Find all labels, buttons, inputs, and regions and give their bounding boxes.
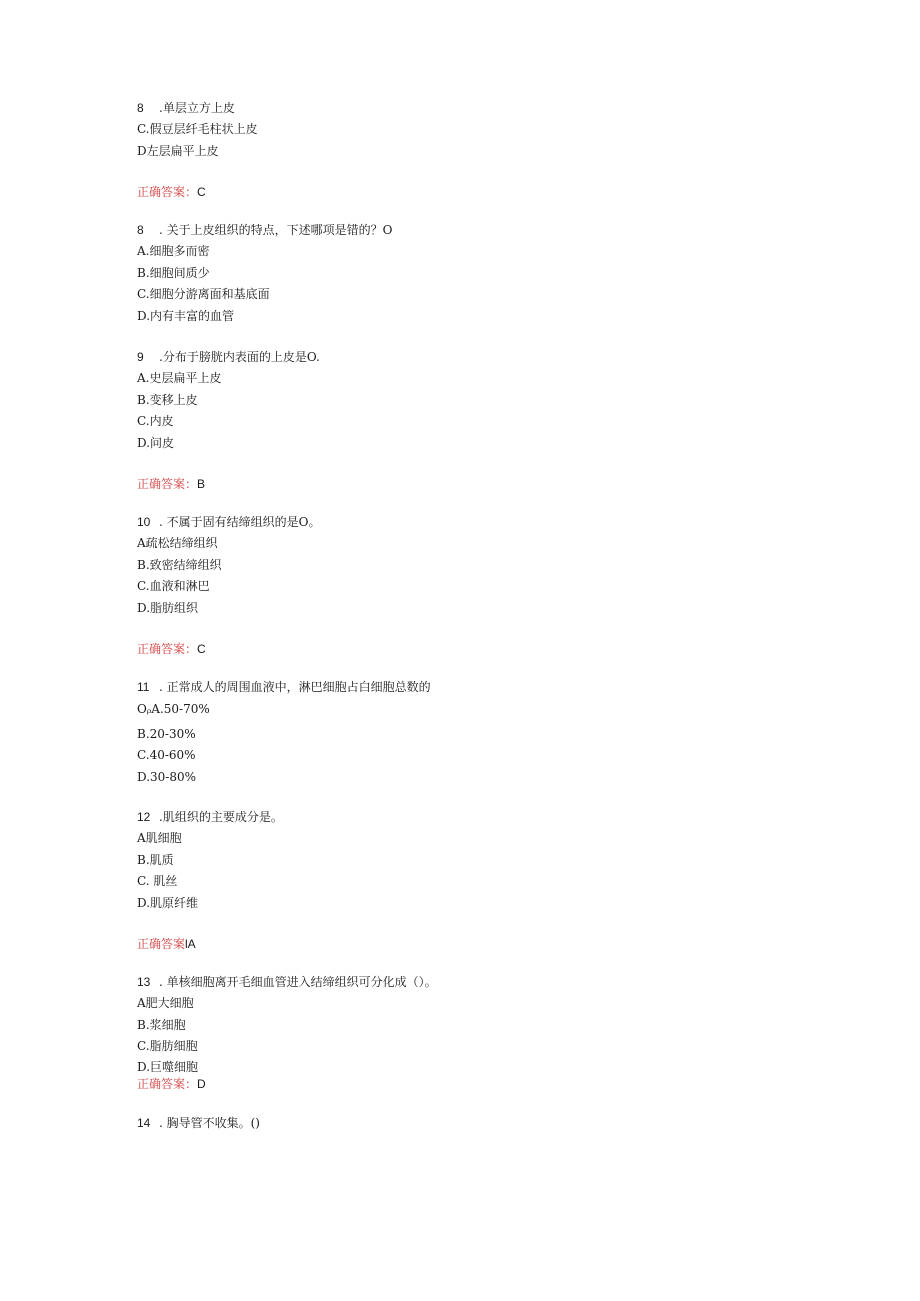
answer-label: 正确答案 xyxy=(137,937,186,951)
option-line xyxy=(137,435,174,451)
question-stem xyxy=(137,222,392,238)
option-line xyxy=(137,1017,186,1033)
question-text: .分布于膀胱内表面的上皮是O. xyxy=(159,350,320,364)
answer-value: D xyxy=(197,1077,206,1091)
option-line xyxy=(137,1059,198,1075)
option-line xyxy=(137,726,196,742)
option-text: B.20-30% xyxy=(137,727,196,741)
option-text: D.内有丰富的血管 xyxy=(137,309,235,323)
option-line xyxy=(137,769,196,785)
option-text: A.史层扁平上皮 xyxy=(137,371,222,385)
option-text: C.内皮 xyxy=(137,414,174,428)
option-text: C.血液和淋巴 xyxy=(137,579,210,593)
option-text: A疏松结缔组织 xyxy=(137,536,218,550)
option-line xyxy=(137,535,218,551)
question-number: 10 xyxy=(137,515,151,529)
question-number: 11 xyxy=(137,680,150,694)
option-line xyxy=(137,121,258,137)
question-stem xyxy=(137,100,235,116)
option-line xyxy=(137,1038,198,1054)
question-number: 14 xyxy=(137,1116,151,1130)
answer-label: 正确答案： xyxy=(137,642,198,656)
question-number: 13 xyxy=(137,975,151,989)
option-text: OᵨA.50-70% xyxy=(137,702,210,716)
correct-answer xyxy=(137,936,196,952)
option-line xyxy=(137,830,182,846)
question-stem xyxy=(137,809,283,825)
question-number: 8 xyxy=(137,101,144,115)
option-line xyxy=(137,701,210,717)
answer-value: C xyxy=(197,642,206,656)
question-text: . 不属于固有结缔组织的是O。 xyxy=(159,515,321,529)
option-line xyxy=(137,995,194,1011)
option-text: B.浆细胞 xyxy=(137,1018,186,1032)
question-text: .单层立方上皮 xyxy=(159,101,235,115)
option-text: D.脂肪组织 xyxy=(137,601,199,615)
option-line xyxy=(137,370,221,386)
option-text: C.假豆层纤毛柱状上皮 xyxy=(137,122,258,136)
option-text: B.细胞间质少 xyxy=(137,266,210,280)
question-text: . 关于上皮组织的特点，下述哪项是错的？O xyxy=(159,223,393,237)
option-text: B.变移上皮 xyxy=(137,393,198,407)
correct-answer xyxy=(137,641,206,657)
option-line xyxy=(137,143,219,159)
question-stem xyxy=(137,514,320,530)
correct-answer xyxy=(137,184,206,200)
option-line xyxy=(137,308,234,324)
option-text: D.巨噬细胞 xyxy=(137,1060,199,1074)
question-number: 8 xyxy=(137,223,144,237)
question-stem xyxy=(137,974,437,990)
option-line xyxy=(137,557,222,573)
option-line xyxy=(137,600,198,616)
option-text: D左层扁平上皮 xyxy=(137,144,219,158)
option-line xyxy=(137,265,210,281)
option-line xyxy=(137,243,209,259)
option-text: A.细胞多而密 xyxy=(137,244,210,258)
option-text: A肥大细胞 xyxy=(137,996,194,1010)
option-line xyxy=(137,578,210,594)
option-line xyxy=(137,286,270,302)
correct-answer xyxy=(137,1076,206,1092)
answer-value: B xyxy=(197,477,206,491)
question-number: 9 xyxy=(137,350,144,364)
option-line xyxy=(137,852,174,868)
answer-label: 正确答案： xyxy=(137,185,198,199)
option-text: B.致密结缔组织 xyxy=(137,558,222,572)
question-stem xyxy=(137,1115,260,1131)
option-text: C.脂肪细胞 xyxy=(137,1039,198,1053)
option-line xyxy=(137,413,174,429)
correct-answer xyxy=(137,476,205,492)
question-stem xyxy=(137,679,431,695)
option-line xyxy=(137,873,177,889)
answer-value: lA xyxy=(185,937,196,951)
question-text: .肌组织的主要成分是。 xyxy=(159,810,283,824)
option-text: D.30-80% xyxy=(137,770,197,784)
question-stem xyxy=(137,349,320,365)
question-text: . 单核细胞离开毛细血管进入结缔组织可分化成（）。 xyxy=(159,975,437,989)
option-line xyxy=(137,392,198,408)
answer-label: 正确答案： xyxy=(137,477,198,491)
question-text: . 正常成人的周围血液中，淋巴细胞占白细胞总数的 xyxy=(159,680,431,694)
question-text: . 胸导管不收集。() xyxy=(159,1116,260,1130)
option-text: C. 肌丝 xyxy=(137,874,178,888)
option-text: A肌细胞 xyxy=(137,831,182,845)
answer-label: 正确答案： xyxy=(137,1077,198,1091)
option-text: D.问皮 xyxy=(137,436,175,450)
option-text: B.肌质 xyxy=(137,853,174,867)
option-text: D.肌原纤维 xyxy=(137,896,199,910)
option-line xyxy=(137,747,196,763)
option-text: C.40-60% xyxy=(137,748,196,762)
question-number: 12 xyxy=(137,810,151,824)
answer-value: C xyxy=(197,185,206,199)
option-line xyxy=(137,895,198,911)
option-text: C.细胞分游离面和基底面 xyxy=(137,287,270,301)
